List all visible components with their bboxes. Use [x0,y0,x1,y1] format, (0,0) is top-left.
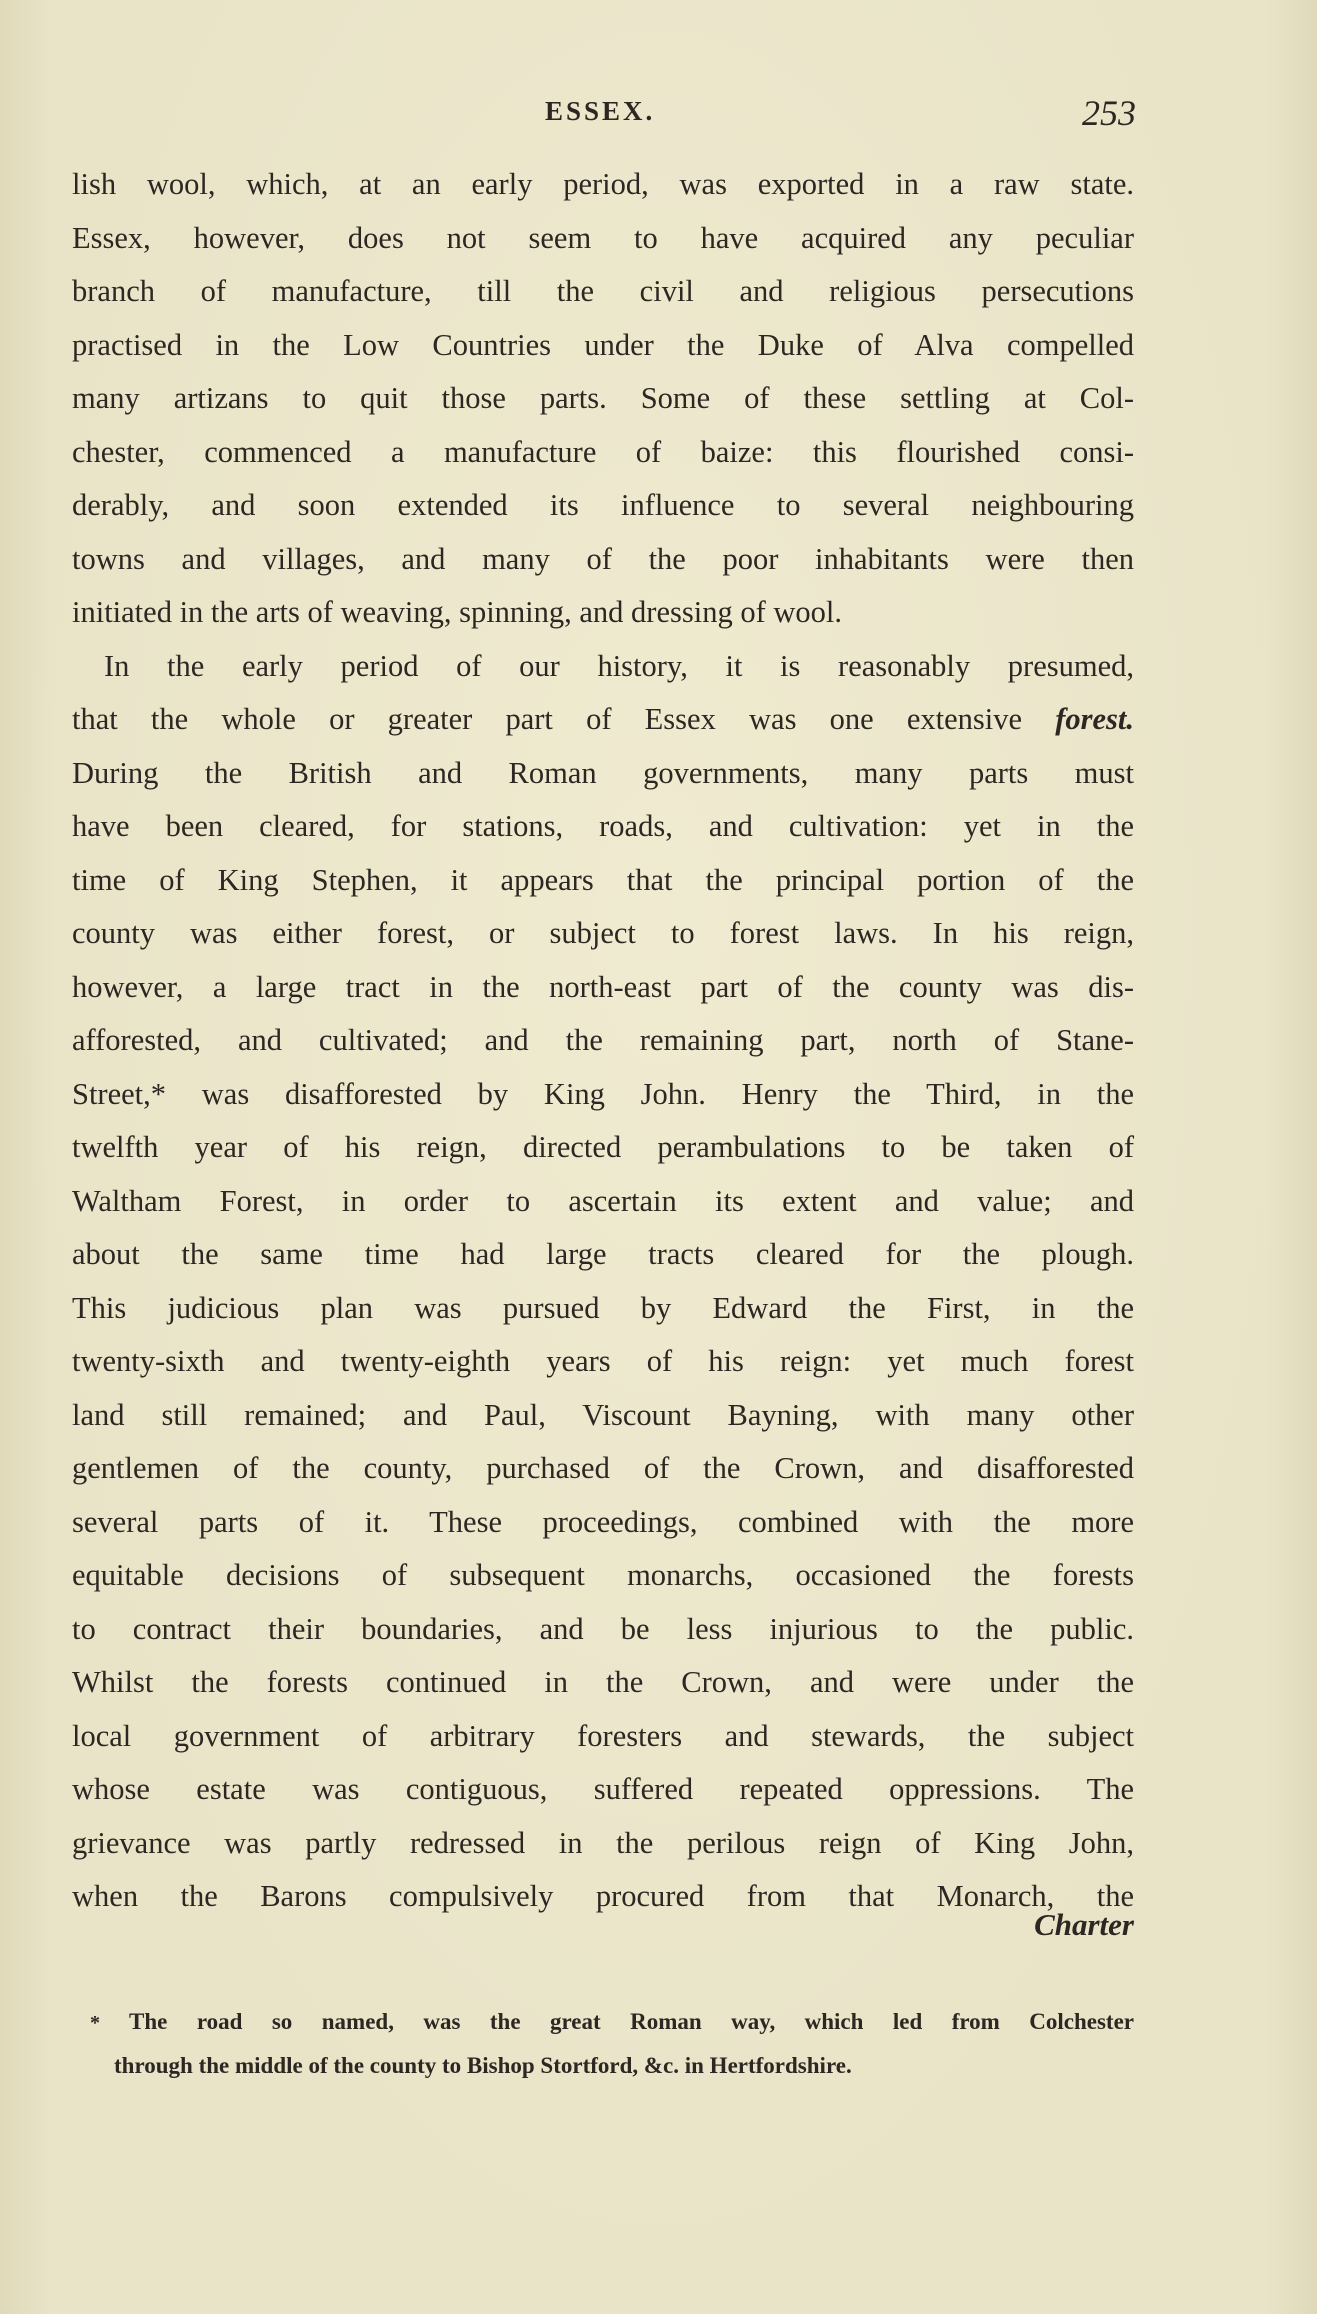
text-line: derably, and soon extended its influence to several neighbouring [72,488,1134,522]
text-line: several parts of it. These proceedings, combined with the more [72,1504,1134,1539]
text-line: chester, commenced a manufacture of baize: this flourished consi- [72,434,1134,469]
text-line: Essex, however, does not seem to have acquired any peculiar [72,220,1134,255]
text-line: gentlemen of the county, purchased of the Crown, and disafforested [72,1451,1134,1485]
text-line: whose estate was contiguous, suffered repeated oppressions. The [72,1772,1134,1806]
text-line: that the whole or greater part of Essex was one extensive forest. [72,702,1134,736]
text-line: branch of manufacture, till the civil and religious persecutions [72,274,1134,308]
text-line: afforested, and cultivated; and the remaining part, north of Stane- [72,1023,1134,1057]
text-line: have been cleared, for stations, roads, and cultivation: yet in the [72,809,1134,843]
text-line: however, a large tract in the north-east part of the county was dis- [72,969,1134,1004]
catchword: Charter [1034,1907,1134,1942]
text-line: land still remained; and Paul, Viscount Bayning, with many other [72,1397,1134,1432]
text-line: to contract their boundaries, and be less injurious to the public. [72,1611,1134,1646]
text-line: During the British and Roman governments, many parts must [72,755,1134,790]
text-line: Waltham Forest, in order to ascertain its extent and value; and [72,1183,1134,1218]
text-line: about the same time had large tracts cleared for the plough. [72,1237,1134,1271]
text-line: initiated in the arts of weaving, spinning, and dressing of wool. [72,595,842,629]
text-line: grievance was partly redressed in the perilous reign of King John, [72,1825,1134,1860]
text-line: Street,* was disafforested by King John. Henry the Third, in the [72,1076,1134,1111]
text-line: lish wool, which, at an early period, was exported in a raw state. [72,167,1134,201]
emphasis-forest: forest. [1055,702,1134,736]
text-line: equitable decisions of subsequent monarchs, occasioned the forests [72,1558,1134,1592]
footnote-line [82,2000,1134,2044]
text-line: In the early period of our history, it is reasonably presumed, [104,648,1134,683]
text-line: local government of arbitrary foresters and stewards, the subject [72,1718,1134,1753]
running-head: ESSEX. [545,96,656,126]
text-line: twelfth year of his reign, directed perambulations to be taken of [72,1130,1134,1164]
text-line: towns and villages, and many of the poor inhabitants were then [72,541,1134,576]
footnote-line: through the middle of the county to Bishop Stortford, &c. in Hertfordshire. [114,2053,852,2078]
text-line: many artizans to quit those parts. Some of these settling at Col- [72,381,1134,415]
text-line: county was either forest, or subject to forest laws. In his reign, [72,916,1134,950]
text-line: Whilst the forests continued in the Crown, and were under the [72,1665,1134,1699]
page-number: 253 [1082,93,1136,133]
text-line: This judicious plan was pursued by Edward the First, in the [72,1290,1134,1325]
text-line: practised in the Low Countries under the Duke of Alva compelled [72,327,1134,362]
footnote-mark: * [90,2012,100,2034]
text-line: time of King Stephen, it appears that the principal portion of the [72,862,1134,897]
text-line: when the Barons compulsively procured from that Monarch, the [72,1879,1134,1913]
footnote [82,2000,1134,2088]
body-text [72,158,1134,1924]
text-line: twenty-sixth and twenty-eighth years of his reign: yet much forest [72,1344,1134,1378]
footnote-line-text: The road so named, was the great Roman way, which led from Colchester [129,2009,1134,2034]
